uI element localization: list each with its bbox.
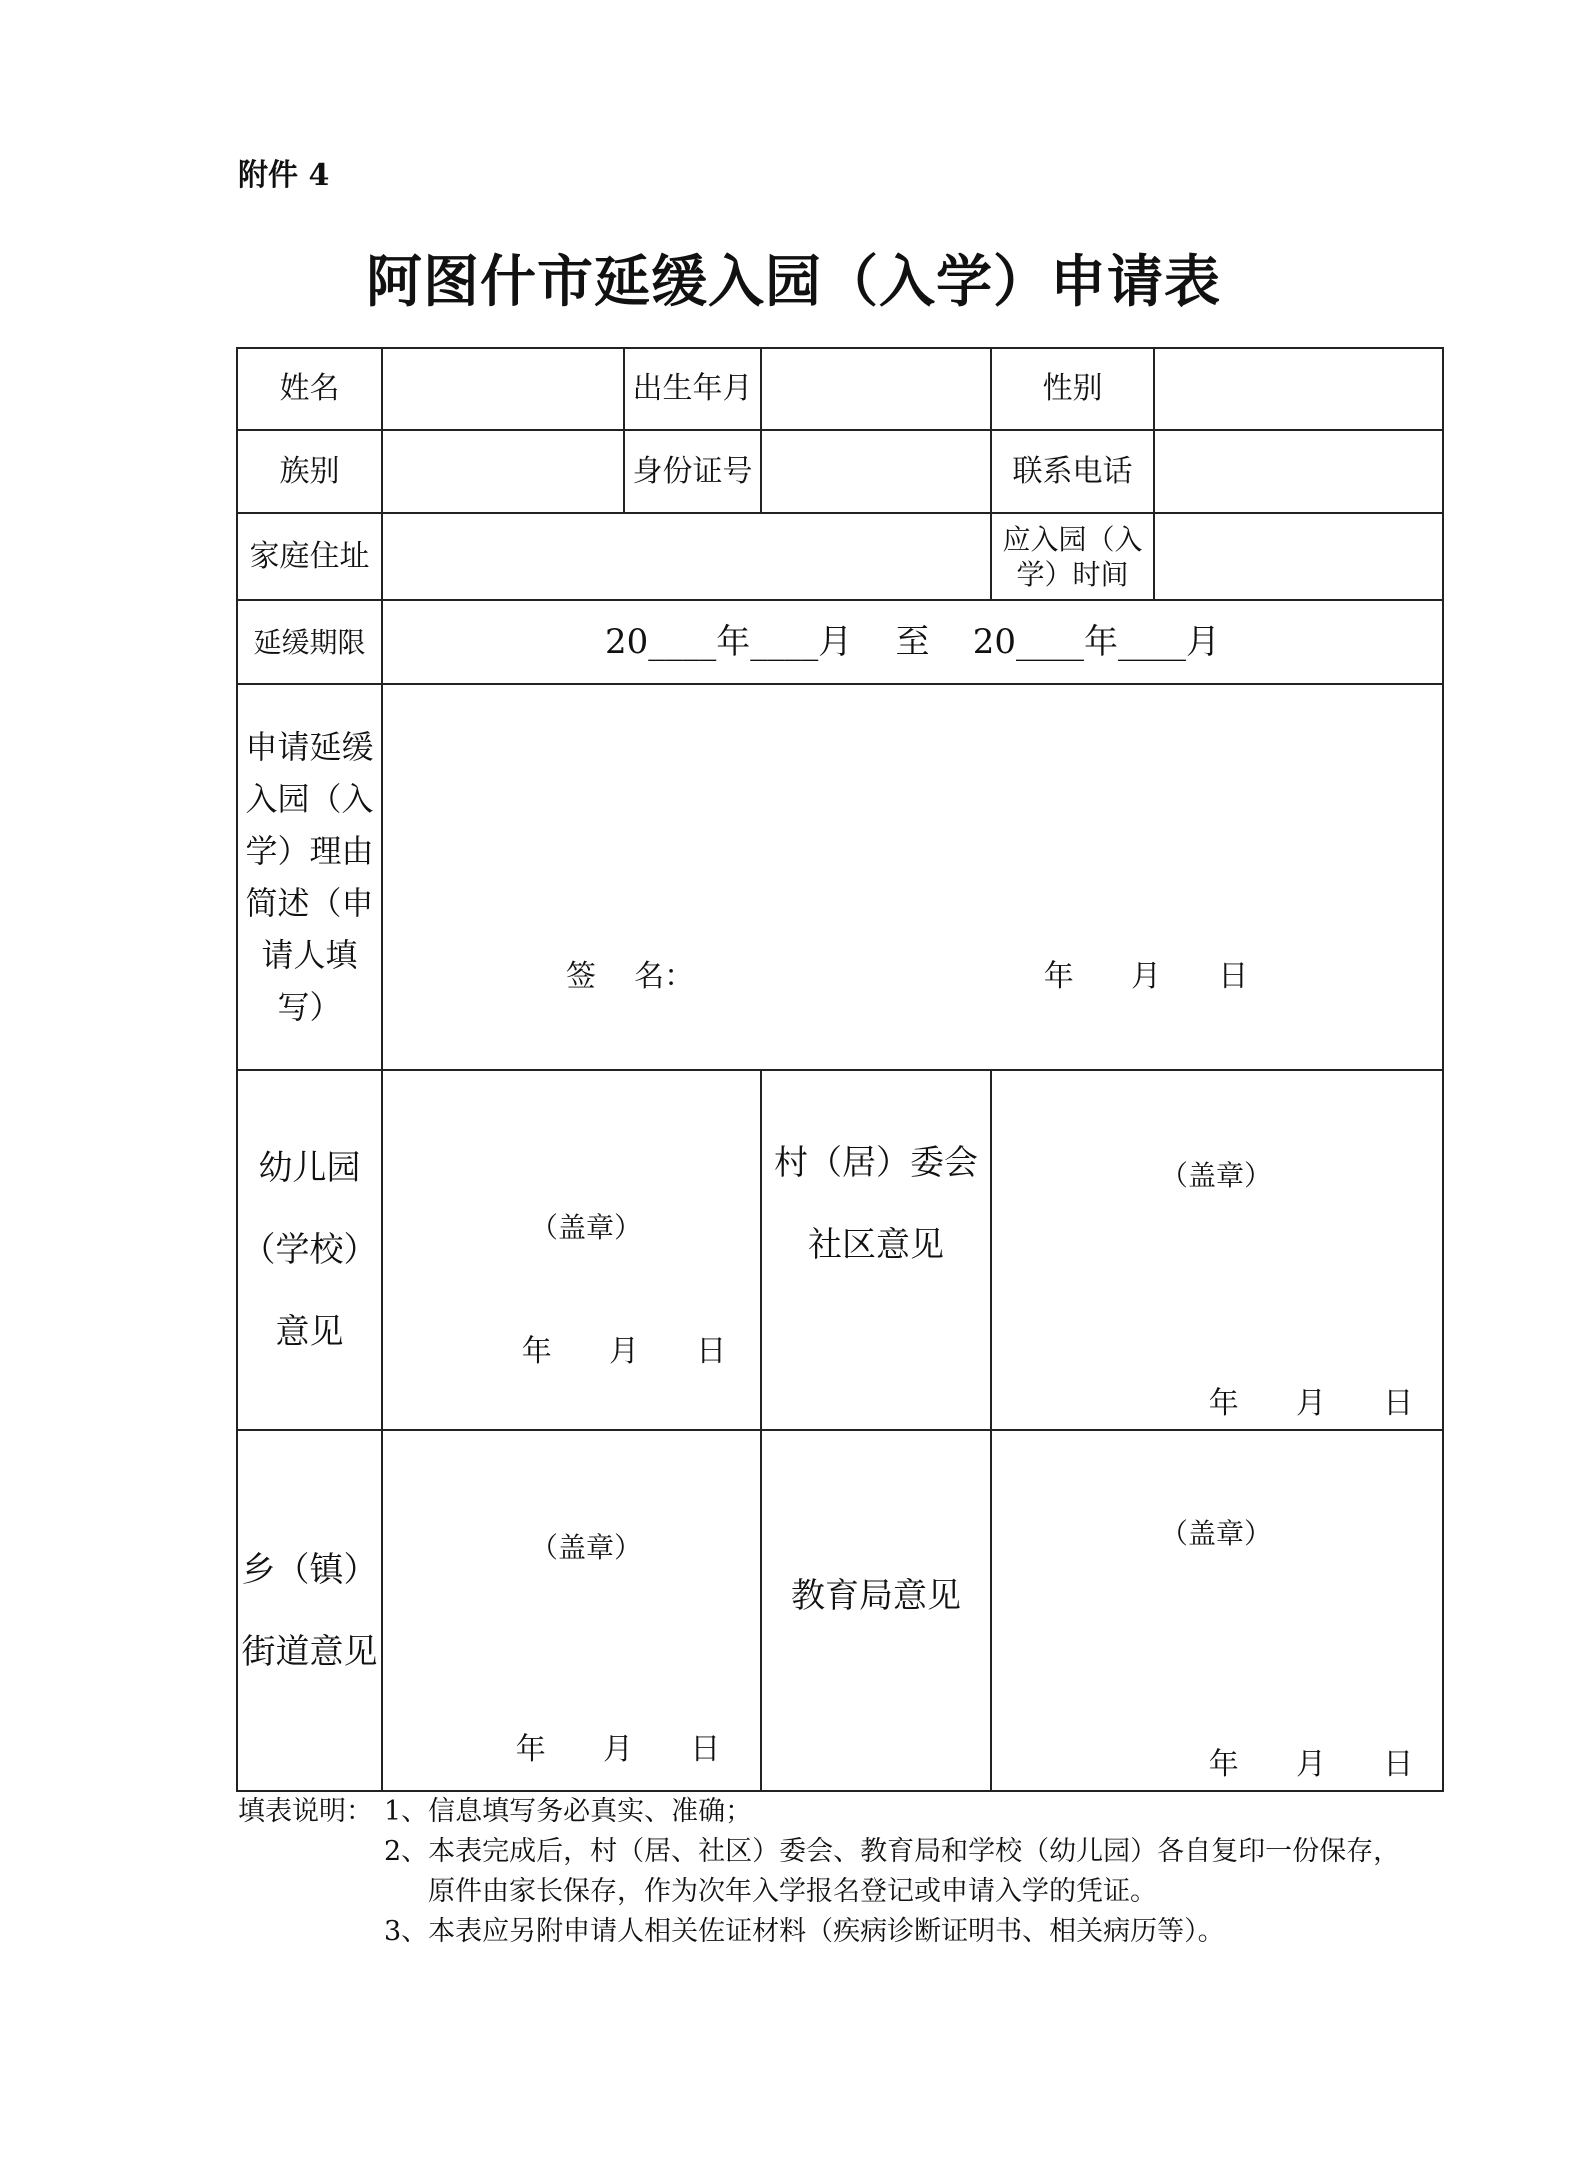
gender-field[interactable] <box>1155 349 1442 429</box>
birth-date-label: 出生年月 <box>632 371 753 407</box>
village-seal: （盖章） <box>1159 1158 1272 1192</box>
address-field[interactable] <box>383 514 990 599</box>
signature-label: 签 名： <box>566 959 695 995</box>
township-opinion-label: 乡（镇）街道意见 <box>241 1549 378 1672</box>
id-number-label: 身份证号 <box>632 453 753 489</box>
school-seal: （盖章） <box>529 1210 642 1244</box>
ethnicity-field[interactable] <box>383 431 623 512</box>
enroll-time-label: 应入园（入学）时间 <box>1002 522 1143 591</box>
rule <box>1442 347 1444 1792</box>
rule <box>760 1069 762 1792</box>
reason-date: 年 月 日 <box>1043 959 1249 995</box>
instructions-intro: 填表说明： <box>238 1796 373 1827</box>
instruction-item-2-continued: 原件由家长保存，作为次年入学报名登记或申请入学的凭证。 <box>428 1876 1157 1907</box>
phone-label: 联系电话 <box>1012 453 1133 489</box>
address-label: 家庭住址 <box>249 538 370 574</box>
education-seal: （盖章） <box>1159 1516 1272 1550</box>
rule <box>236 1429 1444 1431</box>
village-date: 年 月 日 <box>1208 1386 1414 1422</box>
ethnicity-label: 族别 <box>279 453 340 489</box>
enroll-time-field[interactable] <box>1155 514 1442 599</box>
township-date: 年 月 日 <box>515 1732 721 1768</box>
name-field[interactable] <box>383 349 623 429</box>
village-opinion-label: 村（居）委会社区意见 <box>774 1143 978 1265</box>
education-opinion-label: 教育局意见 <box>791 1575 961 1616</box>
name-label: 姓名 <box>279 371 340 407</box>
school-date: 年 月 日 <box>521 1334 727 1370</box>
rule <box>236 1069 1444 1071</box>
instruction-item-1: 1、信息填写务必真实、准确； <box>384 1796 753 1827</box>
form-title: 阿图什市延缓入园（入学）申请表 <box>366 249 1221 315</box>
application-form <box>236 347 1444 1792</box>
id-number-field[interactable] <box>762 431 990 512</box>
township-seal: （盖章） <box>529 1530 642 1564</box>
rule <box>990 1069 992 1792</box>
attachment-number: 附件 4 <box>238 158 330 193</box>
reason-label: 申请延缓入园（入学）理由简述（申请人填写） <box>245 728 374 1026</box>
instruction-item-3: 3、本表应另附申请人相关佐证材料（疾病诊断证明书、相关病历等）。 <box>384 1916 1225 1947</box>
deferral-period-value[interactable]: 20____年____月 至 20____年____月 <box>605 621 1220 662</box>
gender-label: 性别 <box>1042 371 1103 407</box>
school-opinion-label: 幼儿园（学校）意见 <box>241 1148 378 1352</box>
phone-field[interactable] <box>1155 431 1442 512</box>
birth-date-field[interactable] <box>762 349 990 429</box>
reason-field[interactable] <box>383 685 1442 1069</box>
instruction-item-2: 2、本表完成后，村（居、社区）委会、教育局和学校（幼儿园）各自复印一份保存， <box>384 1836 1401 1867</box>
education-date: 年 月 日 <box>1208 1747 1414 1783</box>
deferral-period-label: 延缓期限 <box>253 625 366 659</box>
